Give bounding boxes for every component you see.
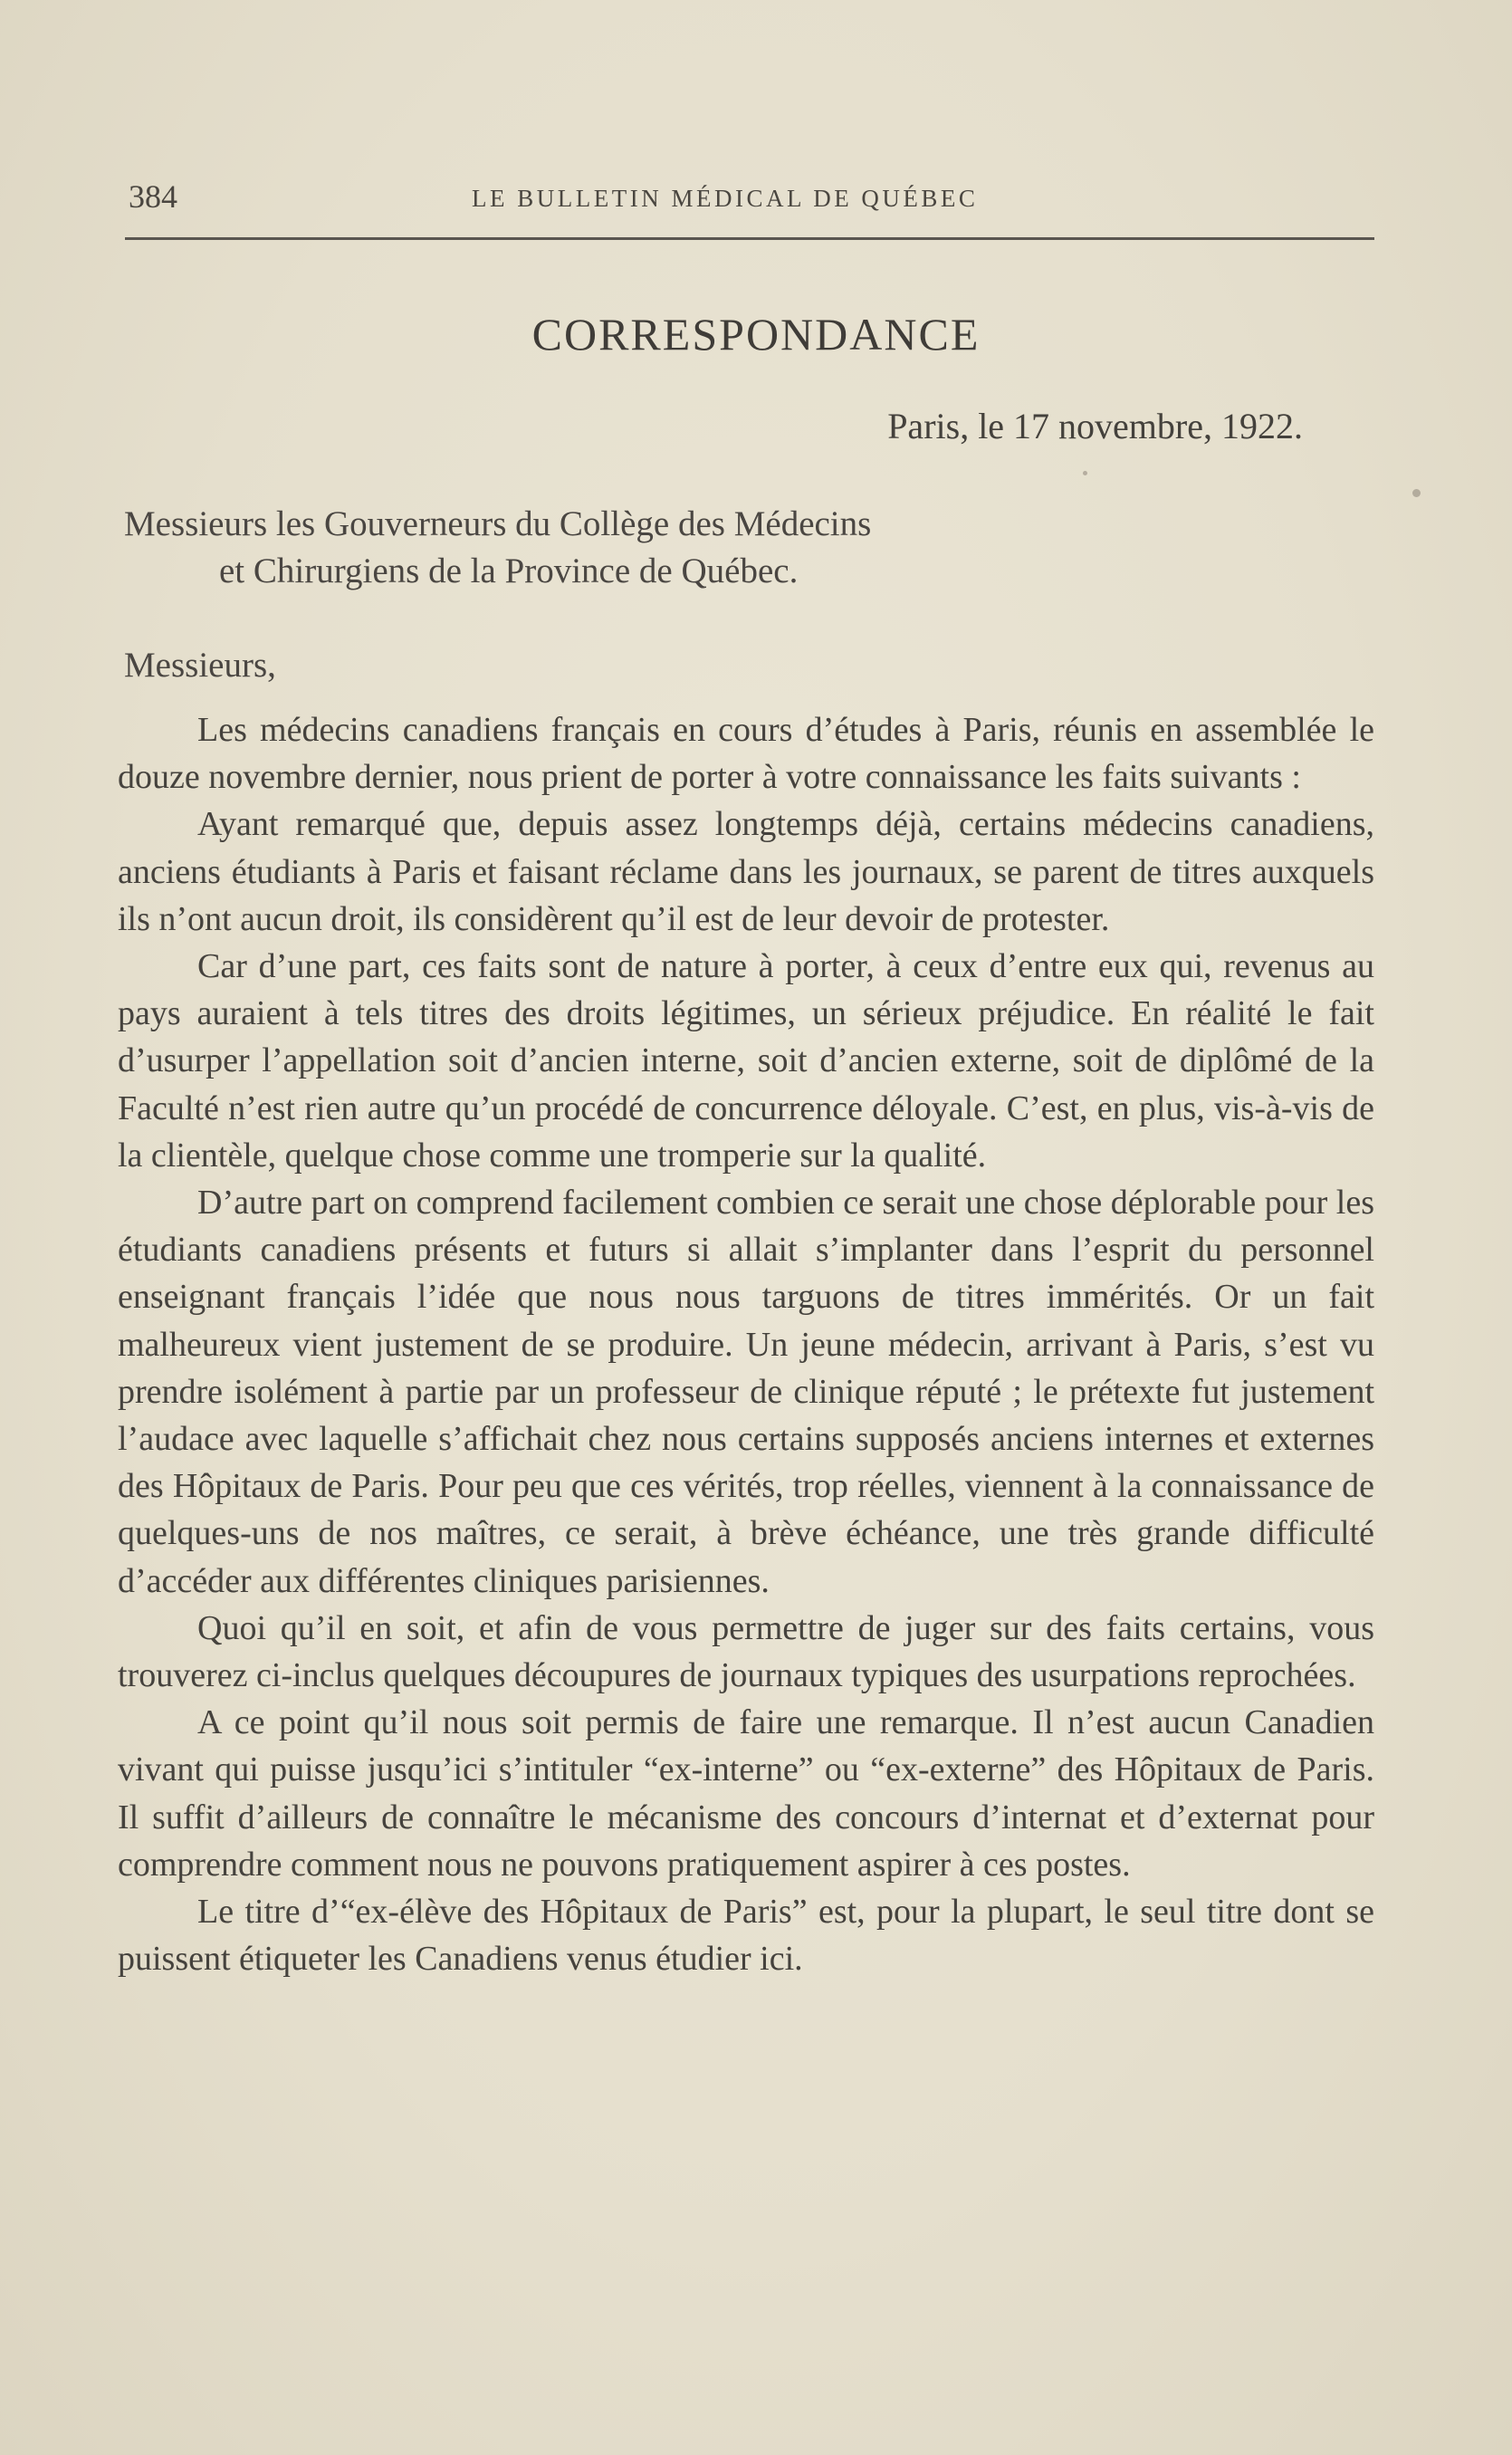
paragraph: Quoi qu’il en soit, et afin de vous permettre de juger sur des faits certains, vous trouverez ci-inclus quelques découpures de journaux typiques des usurpations reprochées. — [118, 1608, 1374, 1695]
paragraph: Ayant remarqué que, depuis assez longtemps déjà, certains médecins canadiens, anciens étudiants à Paris et faisant réclame dans les journaux, se parent de titres auxquels ils n’ont aucun droit, ils considèrent qu’il est de leur devoir de protester. — [118, 805, 1374, 938]
section-title: CORRESPONDANCE — [531, 309, 981, 360]
paragraph: D’autre part on comprend facilement combien ce serait une chose déplorable pour les étudiants canadiens présents et futurs si allait s’implanter dans l’esprit du personnel enseignant français l’idée que nous nous targuons de titres immérités. Or un fait malheureux vient justement de se produire. Un jeune médecin, arrivant à Paris, s’est vu prendre isolément à partie par un professeur de clinique réputé ; le prétexte fut justement l’audace avec laquelle s’affichait chez nous certains supposés anciens internes et externes des Hôpitaux de Paris. Pour peu que ces vérités, trop réelles, viennent à la connaissance de quelques-uns de nos maîtres, ce serait, à brève échéance, une très grande difficulté d’accéder aux différentes cliniques parisiennes. — [118, 1184, 1374, 1600]
paragraph: Le titre d’“ex-élève des Hôpitaux de Paris” est, pour la plupart, le seul titre dont se puissent étiqueter les Canadiens venus étudier ici. — [118, 1893, 1374, 1979]
salutation: Messieurs, — [124, 646, 276, 685]
dateline: Paris, le 17 novembre, 1922. — [887, 406, 1303, 446]
running-head — [125, 177, 1373, 232]
paragraph: A ce point qu’il nous soit permis de faire une remarque. Il n’est aucun Canadien vivant qui puisse jusqu’ici s’intituler “ex-interne” ou “ex-externe” des Hôpitaux de Paris. Il suffit d’ailleurs de connaître le mécanisme des concours d’internat et d’externat pour comprendre comment nous ne pouvons pratiquement aspirer à ces postes. — [118, 1703, 1374, 1884]
paragraph: Car d’une part, ces faits sont de nature à porter, à ceux d’entre eux qui, revenus au pays auraient à tels titres des droits légitimes, un sérieux préjudice. En réalité le fait d’usurper l’appellation soit d’ancien interne, soit d’ancien externe, soit de diplômé de la Faculté n’est rien autre qu’un procédé de concurrence déloyale. C’est, en plus, vis-à-vis de la clientèle, quelque chose comme une tromperie sur la qualité. — [118, 947, 1374, 1175]
addressee-block — [124, 501, 871, 595]
paper-speck — [1083, 471, 1087, 475]
addressee-line-1: Messieurs les Gouverneurs du Collège des Médecins — [124, 504, 872, 543]
journal-title: LE BULLETIN MÉDICAL DE QUÉBEC — [472, 185, 979, 212]
paper-speck — [1412, 489, 1421, 497]
page-number: 384 — [129, 178, 177, 215]
header-rule — [125, 237, 1374, 240]
paragraph: Les médecins canadiens français en cours d’études à Paris, réunis en assemblée le douze novembre dernier, nous prient de porter à votre connaissance les faits suivants : — [118, 711, 1374, 797]
letter-body — [118, 706, 1374, 1982]
addressee-line-2: et Chirurgiens de la Province de Québec. — [219, 551, 799, 590]
